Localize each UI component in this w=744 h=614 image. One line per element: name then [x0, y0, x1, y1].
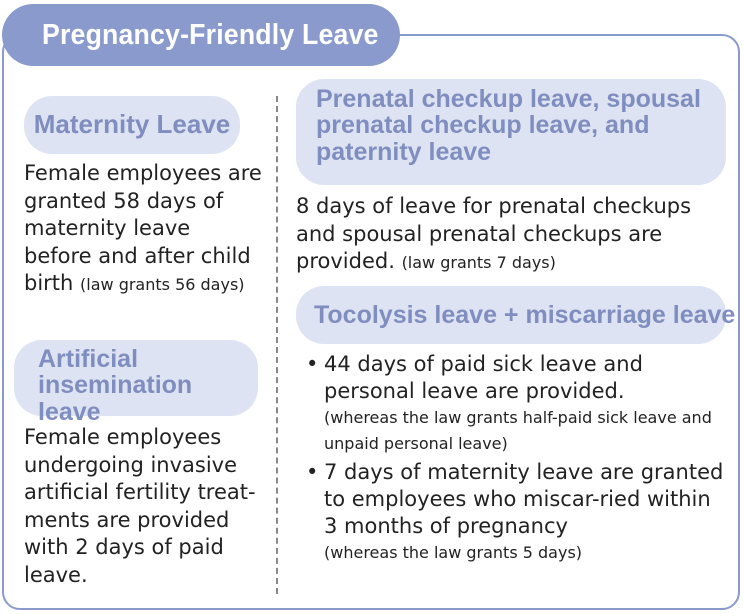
bullet-text: 7 days of maternity leave are granted to employees who miscar-ried within 3 months of pregnancy [324, 460, 724, 538]
prenatal-leave-heading-line3: paternity leave [316, 137, 492, 166]
prenatal-leave-description: 8 days of leave for prenatal checkups and spousal prenatal checkups are provided. [296, 194, 692, 273]
prenatal-leave-heading-line1: Prenatal checkup leave, spousal [316, 85, 701, 113]
tocolysis-leave-heading: Tocolysis leave + miscarriage leave [314, 300, 736, 329]
maternity-leave-description: Female employees are granted 58 days of maternity leave before and after child birth [24, 161, 262, 295]
tocolysis-leave-heading-pill [296, 286, 736, 344]
title-tab [2, 4, 400, 66]
prenatal-leave-law-note: (law grants 7 days) [401, 253, 556, 272]
maternity-leave-heading: Maternity Leave [33, 109, 231, 140]
artificial-insemination-text: Female employees undergoing invasive artificial fertility treat-ments are provided with 2 days of paid leave. [24, 425, 256, 587]
prenatal-leave-heading-line2: prenatal checkup leave, and [316, 111, 650, 140]
prenatal-leave-heading-pill [296, 79, 726, 185]
list-item [304, 459, 724, 566]
tocolysis-leave-list [304, 351, 724, 566]
bullet-icon: • [306, 352, 319, 376]
bullet-text: 44 days of paid sick leave and personal leave are provided. [324, 352, 643, 403]
maternity-leave-text [24, 160, 264, 299]
list-item [304, 351, 724, 457]
artificial-insemination-heading-line2: insemination leave [38, 371, 193, 426]
maternity-leave-law-note: (law grants 56 days) [80, 275, 245, 294]
prenatal-leave-text [296, 193, 732, 277]
bullet-law-note: (whereas the law grants 5 days) [324, 543, 583, 562]
page-title: Pregnancy-Friendly Leave [42, 18, 379, 51]
artificial-insemination-heading-pill [14, 340, 258, 426]
column-divider [276, 96, 278, 594]
maternity-leave-heading-pill [24, 96, 240, 154]
bullet-law-note: (whereas the law grants half-paid sick leave and unpaid personal leave) [324, 408, 712, 453]
bullet-icon: • [306, 460, 319, 484]
artificial-insemination-heading-line1: Artificial [38, 345, 139, 373]
